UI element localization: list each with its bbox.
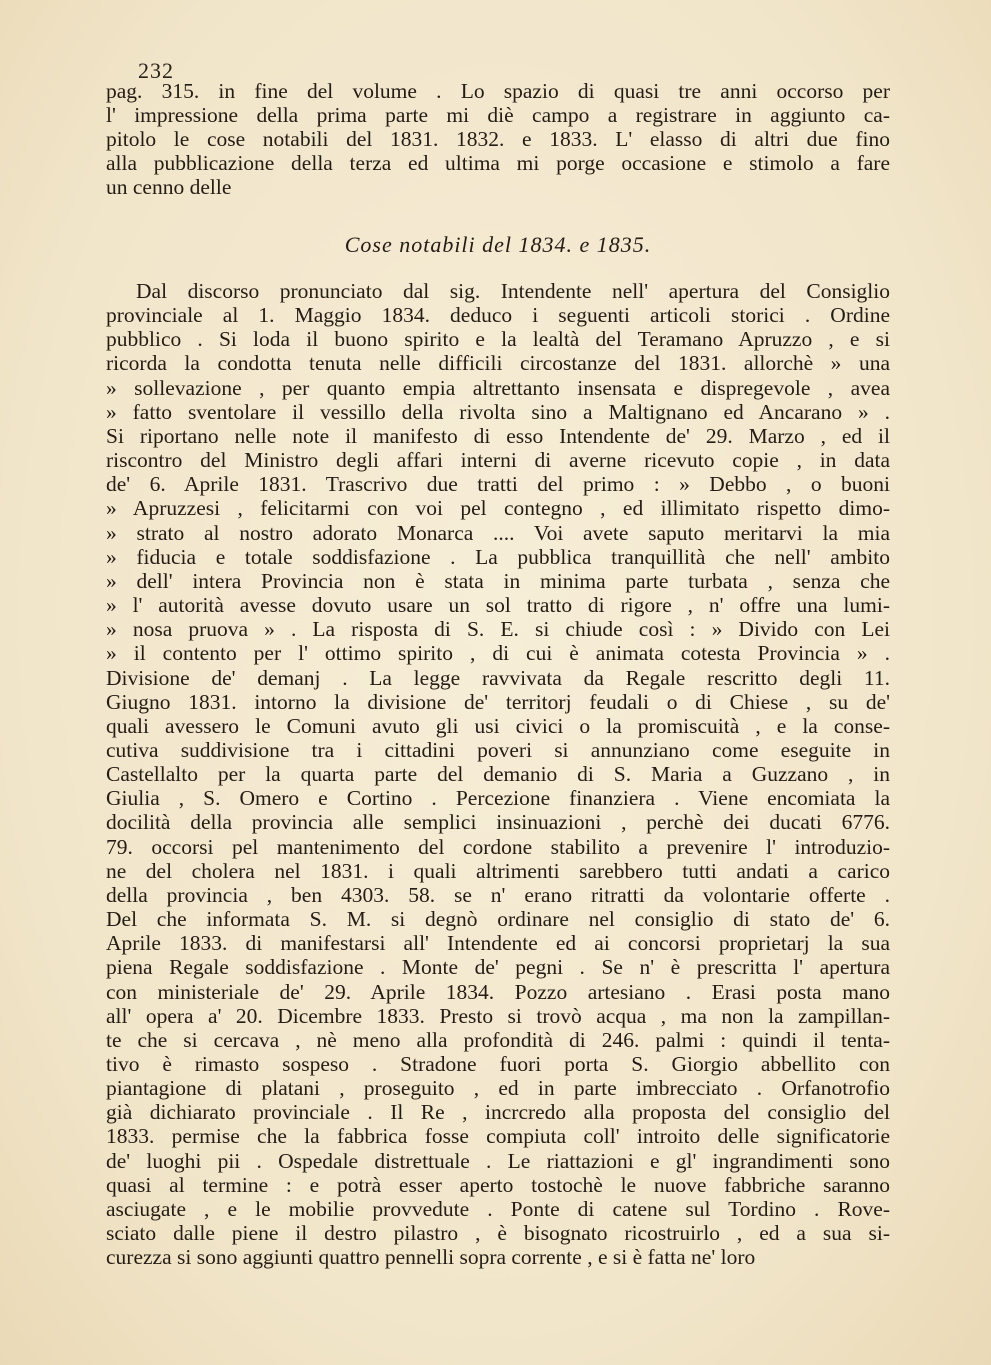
text-line: » il contento per l' ottimo spirito , di cui è animata cotesta Provincia » . <box>106 641 890 666</box>
text-line: già dichiarato provinciale . Il Re , incrcredo alla proposta del consiglio del <box>106 1100 890 1125</box>
intro-paragraph <box>106 80 890 278</box>
text-line: con ministeriale de' 29. Aprile 1834. Pozzo artesiano . Erasi posta mano <box>106 979 890 1004</box>
text-line: asciugate , e le mobilie provvedute . Ponte di catene sul Tordino . Rove- <box>106 1196 890 1221</box>
text-line: piena Regale soddisfazione . Monte de' pegni . Se n' è prescritta l' apertura <box>106 955 890 980</box>
text-line: quasi al termine : e potrà esser aperto tostochè le nuove fabbriche saranno <box>106 1172 890 1197</box>
text-line: alla pubblicazione della terza ed ultima mi porge occasione e stimolo a fare <box>106 150 890 175</box>
section-heading: Cose notabili del 1834. e 1835. <box>344 232 652 258</box>
text-line: Giugno 1831. intorno la divisione de' territorj feudali o di Chiese , su de' <box>106 689 890 714</box>
page-number: 232 <box>138 58 174 83</box>
text-line: cutiva suddivisione tra i cittadini poveri si annunziano come eseguite in <box>106 737 890 762</box>
text-line: ricorda la condotta tenuta nelle difficili circostanze del 1831. allorchè » una <box>106 351 890 376</box>
text-line: Divisione de' demanj . La legge ravvivata da Regale rescritto degli 11. <box>106 665 890 690</box>
text-line: ne del cholera nel 1831. i quali altrimenti sarebbero tutti andati a carico <box>106 858 890 883</box>
text-line: docilità della provincia alle semplici insinuazioni , perchè dei ducati 6776. <box>106 810 890 835</box>
text-line: un cenno delle <box>106 174 232 199</box>
text-line: 1833. permise che la fabbrica fosse compiuta coll' introito delle significatorie <box>106 1124 890 1149</box>
text-line: quali avessero le Comuni avuto gli usi civici o la promiscuità , e la conse- <box>106 713 890 738</box>
text-line: curezza si sono aggiunti quattro pennelli sopra corrente , e si è fatta ne' loro <box>106 1245 756 1270</box>
text-line: » strato al nostro adorato Monarca .... Voi avete saputo meritarvi la mia <box>106 520 890 545</box>
body-paragraph <box>106 279 890 1269</box>
text-line: » fiducia e totale soddisfazione . La pubblica tranquillità che nell' ambito <box>106 544 890 569</box>
text-line: te che si cercava , nè meno alla profondità di 246. palmi : quindi il tenta- <box>106 1027 890 1052</box>
text-line: » sollevazione , per quanto empia altrettanto insensata e dispregevole , avea <box>106 375 890 400</box>
text-line: pubblico . Si loda il buono spirito e la lealtà del Teramano Apruzzo , e si <box>106 327 890 352</box>
text-line: » Apruzzesi , felicitarmi con voi pel contegno , ed illimitato rispetto dimo- <box>106 496 890 521</box>
text-line: de' luoghi pii . Ospedale distrettuale . Le riattazioni e gl' ingrandimenti sono <box>106 1148 890 1173</box>
text-line: sciato dalle piene il destro pilastro , è bisognato ricostruirlo , ed a sua si- <box>106 1221 890 1246</box>
text-line: piantagione di platani , proseguito , ed in parte imbrecciato . Orfanotrofio <box>106 1076 890 1101</box>
text-line: tivo è rimasto sospeso . Stradone fuori porta S. Giorgio abbellito con <box>106 1052 890 1076</box>
text-line: Castellalto per la quarta parte del demanio di S. Maria a Guzzano , in <box>106 762 890 787</box>
text-line: riscontro del Ministro degli affari interni di averne ricevuto copie , in data <box>106 448 890 473</box>
text-line: » l' autorità avesse dovuto usare un sol tratto di rigore , n' offre una lumi- <box>106 593 890 618</box>
text-line: all' opera a' 20. Dicembre 1833. Presto si trovò acqua , ma non la zampillan- <box>106 1003 890 1028</box>
text-line: pitolo le cose notabili del 1831. 1832. e 1833. L' elasso di altri due fino <box>106 126 890 151</box>
text-line: Dal discorso pronunciato dal sig. Intendente nell' apertura del Consiglio <box>136 279 890 303</box>
text-line: Si riportano nelle note il manifesto di esso Intendente de' 29. Marzo , ed il <box>106 423 890 448</box>
text-line: Aprile 1833. di manifestarsi all' Intendente ed ai concorsi proprietarj la sua <box>106 931 890 956</box>
text-line: l' impressione della prima parte mi diè campo a registrare in aggiunto ca- <box>106 102 890 127</box>
text-line: della provincia , ben 4303. 58. se n' erano ritratti da volontarie offerte . <box>106 882 890 907</box>
text-line: » fatto sventolare il vessillo della rivolta sino a Maltignano ed Ancarano » . <box>106 399 890 424</box>
text-line: 79. occorsi pel mantenimento del cordone stabilito a prevenire l' introduzio- <box>106 834 890 859</box>
text-line: pag. 315. in fine del volume . Lo spazio di quasi tre anni occorso per <box>106 79 890 103</box>
text-line: Giulia , S. Omero e Cortino . Percezione finanziera . Viene encomiata la <box>106 786 890 811</box>
text-line: » dell' intera Provincia non è stata in minima parte turbata , senza che <box>106 568 890 593</box>
text-line: de' 6. Aprile 1831. Trascrivo due tratti del primo : » Debbo , o buoni <box>106 472 890 497</box>
text-line: » nosa pruova » . La risposta di S. E. si chiude così : » Divido con Lei <box>106 617 890 642</box>
text-line: provinciale al 1. Maggio 1834. deduco i seguenti articoli storici . Ordine <box>106 303 890 328</box>
text-line: Del che informata S. M. si degnò ordinare nel consiglio di stato de' 6. <box>106 907 890 932</box>
